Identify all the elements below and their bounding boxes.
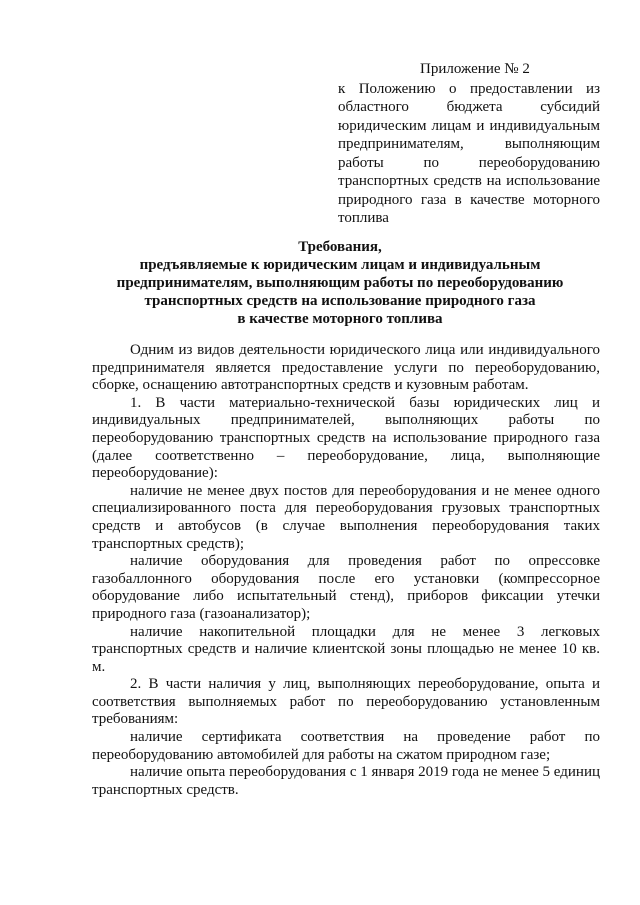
requirement-item: наличие оборудования для проведения работ по опрессовке газобаллонного оборудования после его установки (компрессорное оборудование либо испытательный стенд), приборов фиксации утечки природного газа (газоанализатор); — [92, 553, 600, 622]
appendix-reference: к Положению о предоставлении из областного бюджета субсидий юридическим лицам и индивидуальным предпринимателям, выполняющим работы по переоборудованию транспортных средств на использование природного газа в качестве моторного топлива — [338, 80, 600, 226]
requirement-item: наличие сертификата соответствия на проведение работ по переоборудованию автомобилей для работы на сжатом природном газе; — [92, 729, 600, 763]
section-1-heading: 1. В части материально-технической базы юридических лиц и индивидуальных предпринимателей, выполняющих работы по переоборудованию транспортных средств на использование природного газа (далее соответственно – переоборудование, лица, выполняющие переоборудование): — [92, 394, 600, 482]
section-2-heading: 2. В части наличия у лиц, выполняющих переоборудование, опыта и соответствия выполняемых работ по переоборудованию установленным требованиям: — [92, 676, 600, 728]
requirement-item: наличие опыта переоборудования с 1 января 2019 года не менее 5 единиц транспортных средств. — [92, 764, 600, 798]
appendix-block — [338, 60, 600, 228]
requirement-item: наличие накопительной площадки для не менее 3 легковых транспортных средств и наличие клиентской зоны площадью не менее 10 кв. м. — [92, 623, 600, 675]
document-title — [70, 238, 610, 328]
title-line: предпринимателям, выполняющим работы по переоборудованию — [116, 275, 564, 291]
title-line: транспортных средств на использование природного газа — [144, 293, 536, 309]
title-line: в качестве моторного топлива — [237, 311, 443, 327]
intro-paragraph: Одним из видов деятельности юридического лица или индивидуального предпринимателя является предоставление услуги по переоборудованию, сборке, оснащению автотранспортных средств и кузовным работам. — [92, 342, 600, 394]
requirement-item: наличие не менее двух постов для переоборудования и не менее одного специализированного поста для переоборудования грузовых транспортных средств и автобусов (в случае выполнения переоборудования таких транспортных средств); — [92, 482, 600, 552]
document-body — [92, 342, 600, 799]
appendix-title: Приложение № 2 — [420, 61, 530, 77]
title-line: Требования, — [298, 239, 382, 255]
title-line: предъявляемые к юридическим лицам и индивидуальным — [139, 257, 541, 273]
